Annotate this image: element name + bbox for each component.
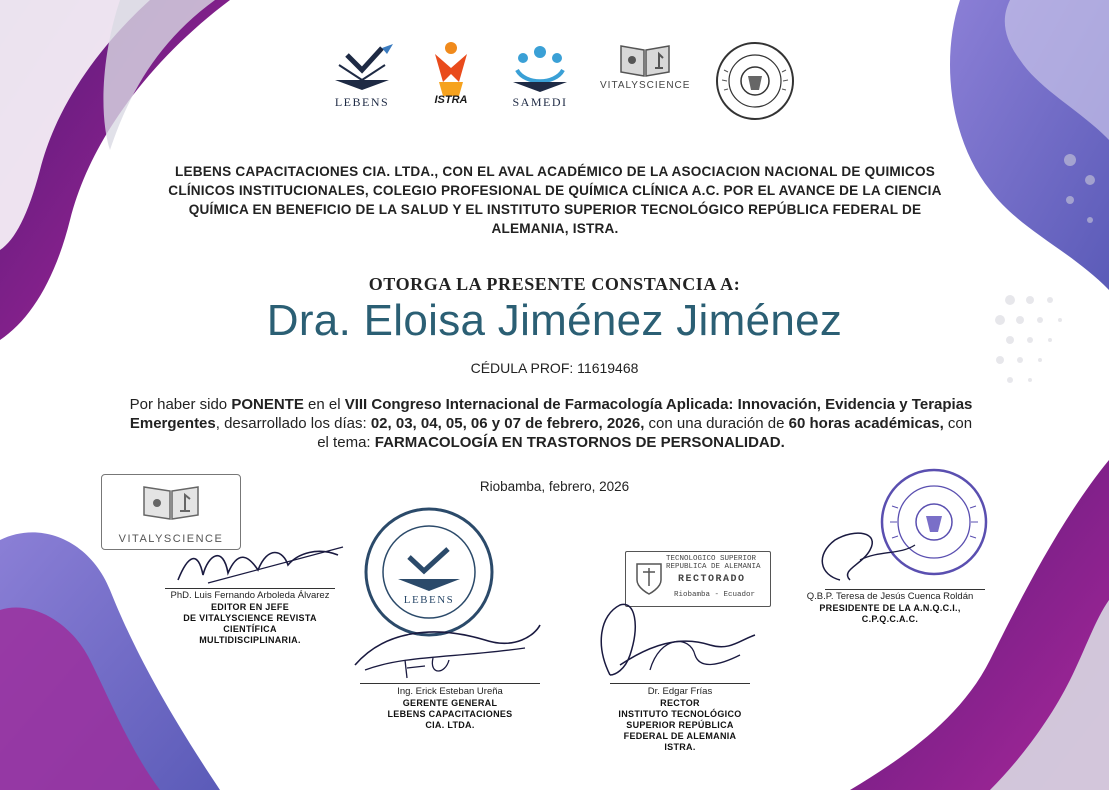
body-dates: 02, 03, 04, 05, 06 y 07 de febrero, 2026, <box>370 415 645 432</box>
body-text-3: , desarrollado los días: <box>215 415 371 432</box>
body-text-1: Por haber sido <box>129 396 232 413</box>
book-microscope-icon <box>617 40 673 80</box>
lebens-mark-icon <box>327 40 397 95</box>
signature-2-scribble <box>345 620 545 685</box>
rectorado-stamp-line-2: REPUBLICA DE ALEMANIA <box>666 563 761 571</box>
body-event: VIII Congreso Internacional de Farmacología Aplicada: Innovación, Evidencia y Terapias Emergentes <box>129 396 973 432</box>
signer-2-title <box>340 698 560 731</box>
body-text-4: con una duración de <box>644 415 789 432</box>
signature-1-line <box>165 588 335 589</box>
rectorado-stamp-city: Riobamba - Ecuador <box>674 591 756 599</box>
body-hours: 60 horas académicas, <box>788 415 944 432</box>
samedi-logo-text: SAMEDI <box>512 95 568 109</box>
signer-4-title <box>775 603 1005 625</box>
signer-2-name: Ing. Erick Esteban Ureña <box>397 686 503 697</box>
samedi-logo <box>500 40 580 110</box>
grant-heading: OTORGA LA PRESENTE CONSTANCIA A: <box>368 274 741 294</box>
signer-3-title-line: FEDERAL DE ALEMANIA <box>623 731 737 741</box>
istra-logo-text: ISTRA <box>434 94 468 106</box>
istra-logo <box>426 40 476 106</box>
signature-4-scribble <box>810 520 920 590</box>
signature-3-scribble <box>590 595 770 685</box>
crest-icon <box>634 560 664 596</box>
rectorado-stamp-line-1: TECNOLOGICO SUPERIOR <box>666 555 757 563</box>
place-date: Riobamba, febrero, 2026 <box>479 479 630 494</box>
vitalyscience-logo <box>600 40 690 91</box>
rectorado-stamp-line <box>666 555 761 571</box>
lebens-stamp-text: LEBENS <box>403 594 455 606</box>
logo-row <box>0 40 1109 140</box>
body-topic: FARMACOLOGÍA EN TRASTORNOS DE PERSONALIDAD. <box>374 434 785 451</box>
signer-2-title-line: GERENTE GENERAL <box>402 698 498 708</box>
rectorado-stamp-title: RECTORADO <box>678 574 746 585</box>
signer-4-title-line: PRESIDENTE DE LA A.N.Q.C.I., <box>819 603 961 613</box>
body-text-2: en el <box>303 396 345 413</box>
signer-3-name: Dr. Edgar Frías <box>647 686 713 697</box>
lebens-logo-text: LEBENS <box>334 95 390 109</box>
anqci-seal-icon <box>714 40 796 122</box>
signature-4-line <box>825 589 985 590</box>
signer-2-title-line: LEBENS CAPACITACIONES <box>387 709 513 719</box>
signer-1-name: PhD. Luis Fernando Arboleda Álvarez <box>170 590 330 601</box>
body-role: PONENTE <box>231 396 304 413</box>
book-microscope-icon <box>140 481 202 523</box>
signature-3-line <box>610 683 750 684</box>
professional-id: CÉDULA PROF: 11619468 <box>470 360 639 376</box>
vitalyscience-box-text: VITALYSCIENCE <box>118 533 224 545</box>
intro-paragraph: LEBENS CAPACITACIONES CIA. LTDA., CON EL AVAL ACADÉMICO DE LA ASOCIACION NACIONAL DE QUIMICOS CLÍNICOS INSTITUCIONALES, COLEGIO PROFESIONAL DE QUÍMICA CLÍNICA A.C. POR EL AVANCE DE LA CIENCIA QUÍMICA EN BENEFICIO DE LA SALUD Y EL INSTITUTO SUPERIOR TECNOLÓGICO REPÚBLICA FEDERAL DE ALEMANIA, ISTRA. <box>168 164 942 236</box>
anqci-seal <box>712 40 798 122</box>
signature-1-scribble <box>168 535 348 590</box>
signer-3-title <box>580 698 780 753</box>
lebens-logo <box>322 40 402 110</box>
signer-3-title-line: INSTITUTO TECNOLÓGICO <box>618 709 742 719</box>
signer-1-title <box>150 602 350 646</box>
recipient-name: Dra. Eloisa Jiménez Jiménez <box>266 296 843 345</box>
istra-figure-icon <box>429 40 473 100</box>
signature-2-line <box>360 683 540 684</box>
body-text-5: con el tema: <box>317 415 973 451</box>
signer-1-title-line: MULTIDISCIPLINARIA. <box>199 635 301 645</box>
signer-4-name: Q.B.P. Teresa de Jesús Cuenca Roldán <box>806 591 974 602</box>
signer-1-title-line: CIENTÍFICA <box>223 624 277 634</box>
signer-3-title-line: SUPERIOR REPÚBLICA <box>626 720 734 730</box>
vitalyscience-logo-text: VITALYSCIENCE <box>600 80 691 91</box>
certificate-body <box>128 395 974 452</box>
lebens-stamp <box>362 505 496 639</box>
signer-1-title-line: EDITOR EN JEFE <box>210 602 290 612</box>
signer-1-title-line: DE VITALYSCIENCE REVISTA <box>183 613 317 623</box>
signer-3-title-line: ISTRA. <box>664 742 696 752</box>
samedi-people-icon <box>505 40 575 95</box>
signer-2-title-line: CIA. LTDA. <box>425 720 475 730</box>
signer-3-title-line: RECTOR <box>660 698 700 708</box>
signer-4-title-line: C.P.Q.C.A.C. <box>861 614 919 624</box>
